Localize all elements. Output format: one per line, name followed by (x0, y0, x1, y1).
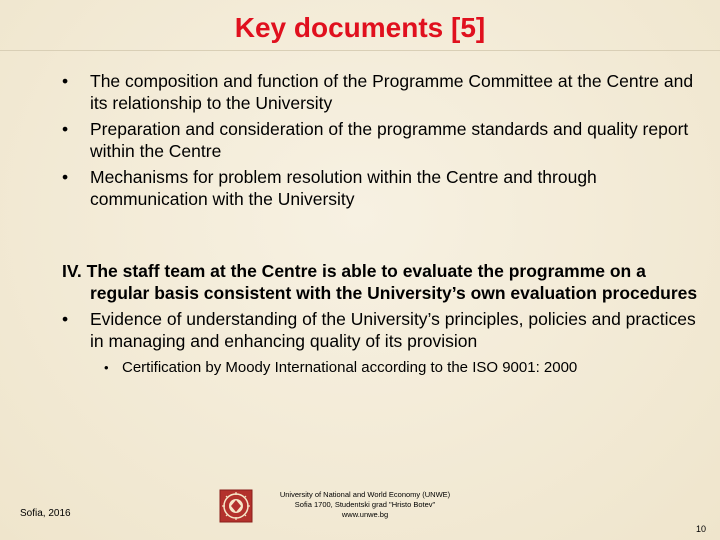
section-heading: IV. The staff team at the Centre is able to evaluate the programme on a regular basis consistent with the University’s own evaluation procedures (62, 261, 698, 303)
unwe-logo-icon (219, 489, 253, 523)
list-item-text: The composition and function of the Programme Committee at the Centre and its relationship to the University (90, 71, 694, 113)
bullet-marker: • (62, 119, 69, 139)
page-number: 10 (695, 524, 706, 534)
sub-list-item (62, 358, 702, 378)
list-item (62, 308, 702, 352)
bullet-marker: • (104, 360, 109, 375)
section-block (62, 260, 702, 378)
slide-title: Key documents [5] (234, 12, 486, 43)
title-rule (0, 50, 720, 51)
footer-address: Sofia 1700, Studentski grad "Hristo Botev" (294, 500, 436, 509)
bullet-marker: • (62, 309, 69, 329)
list-item (62, 118, 702, 162)
bullet-marker: • (62, 71, 69, 91)
footer-location: Sofia, 2016 (20, 508, 71, 519)
sub-list-item-text: Certification by Moody International according to the ISO 9001: 2000 (122, 359, 578, 376)
footer-website: www.unwe.bg (341, 510, 389, 519)
bullet-list (62, 70, 702, 214)
footer-institution-name: University of National and World Economy (UNWE) (279, 490, 451, 499)
list-item-text: Mechanisms for problem resolution within the Centre and through communication with the University (90, 167, 597, 209)
footer-institution (260, 490, 470, 520)
list-item-text: Preparation and consideration of the programme standards and quality report within the Centre (90, 119, 689, 161)
bullet-marker: • (62, 167, 69, 187)
list-item-text: Evidence of understanding of the University’s principles, policies and practices in managing and enhancing quality of its provision (90, 309, 696, 351)
list-item (62, 166, 702, 210)
list-item (62, 70, 702, 114)
